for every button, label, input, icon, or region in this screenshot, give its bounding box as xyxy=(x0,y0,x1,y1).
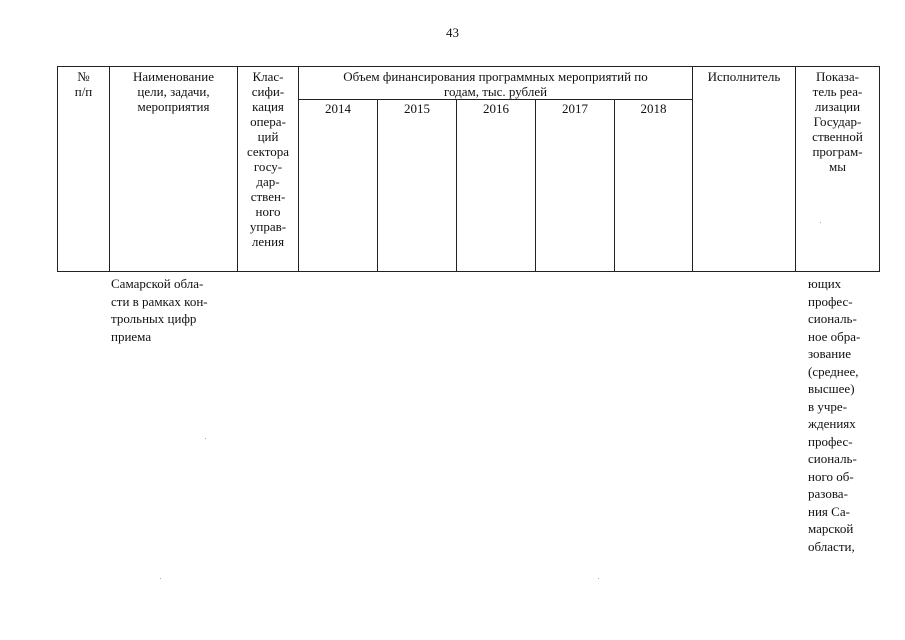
scan-speck xyxy=(160,578,161,579)
col-header-year-2016: 2016 xyxy=(457,100,536,272)
funding-table-header xyxy=(57,66,880,272)
scan-speck xyxy=(205,438,206,439)
col-header-funding: Объем финансирования программных мероприятий по годам, тыс. рублей xyxy=(299,67,693,100)
col-header-name: Наименование цели, задачи, мероприятия xyxy=(110,67,238,272)
col-header-year-2018: 2018 xyxy=(615,100,693,272)
col-header-year-2014: 2014 xyxy=(299,100,378,272)
col-header-executor: Исполнитель xyxy=(693,67,796,272)
col-header-classification: Клас- сифи- кация опера- ций сектора госу- дар- ствен- ного управ- ления xyxy=(238,67,299,272)
col-header-year-2015: 2015 xyxy=(378,100,457,272)
scan-speck xyxy=(820,222,821,223)
col-header-num: № п/п xyxy=(58,67,110,272)
col-header-year-2017: 2017 xyxy=(536,100,615,272)
scan-speck xyxy=(598,578,599,579)
continuation-name-text: Самарской обла- сти в рамках кон- трольных цифр приема xyxy=(111,276,208,344)
page-number: 43 xyxy=(446,25,459,40)
col-header-indicator: Показа- тель реа- лизации Государ- ственной програм- мы xyxy=(796,67,880,272)
continuation-indicator-text: ющих профес- сиональ- ное обра- зование (среднее, высшее) в учре- ждениях профес- сиональ- ного об- разова- ния Са- марской области, xyxy=(808,276,861,554)
